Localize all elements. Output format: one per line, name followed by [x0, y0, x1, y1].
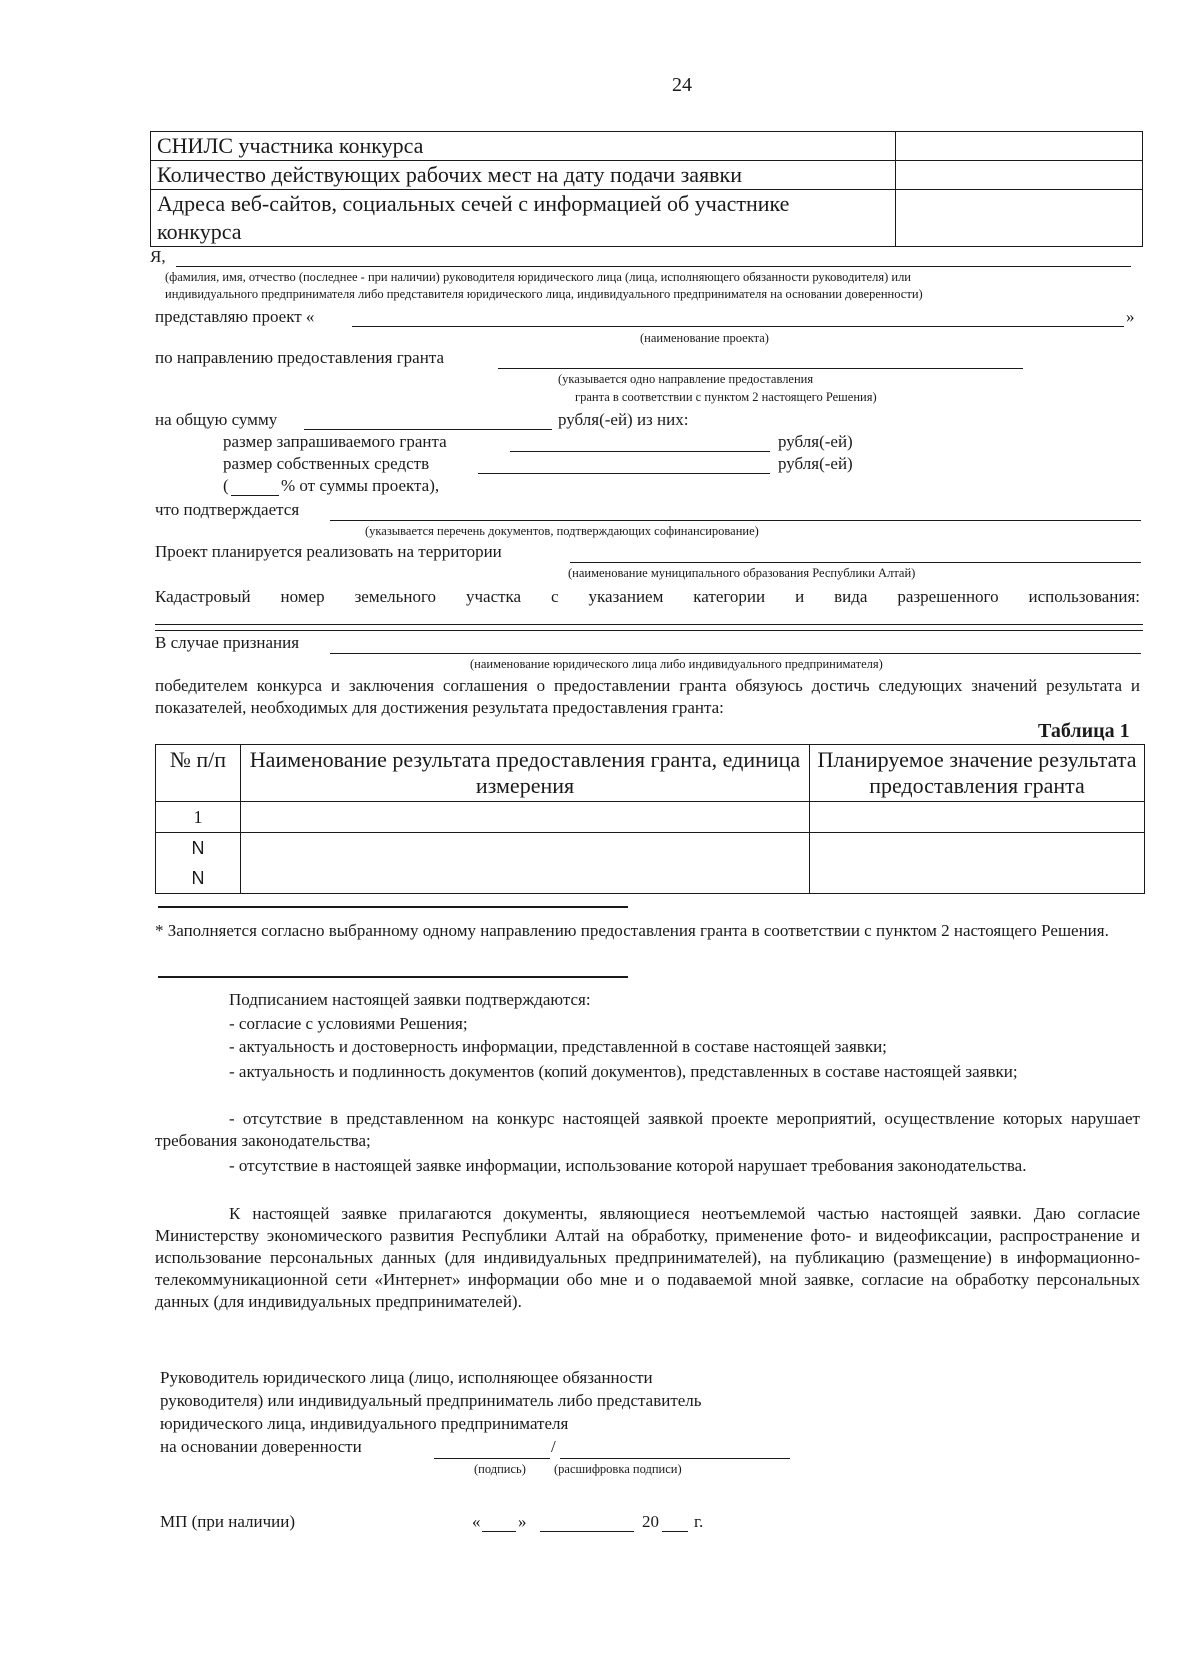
total-sum-label: на общую сумму: [155, 410, 278, 429]
own-funds-input-line[interactable]: [478, 473, 770, 474]
confirmation-item: - отсутствие в представленном на конкурс настоящей заявкой проекте мероприятий, осуществление которых нарушает требования законодательства;: [155, 1109, 1140, 1150]
signer-title-line: на основании доверенности: [160, 1437, 362, 1456]
project-label: представляю проект «: [155, 307, 315, 326]
date-close-quote: »: [518, 1512, 527, 1531]
header-number: № п/п: [156, 745, 241, 802]
row-number: 1: [156, 802, 241, 833]
signature-slash: /: [551, 1437, 556, 1456]
recognition-hint: (наименование юридического лица либо индивидуального предпринимателя): [470, 657, 883, 671]
own-funds-suffix: рубля(-ей): [778, 454, 853, 473]
footnote: * Заполняется согласно выбранному одному направлению предоставления гранта в соответствии с пунктом 2 настоящего Решения.: [155, 921, 1109, 940]
recognition-label: В случае признания: [155, 633, 300, 652]
confirmed-hint: (указывается перечень документов, подтверждающих софинансирование): [365, 524, 759, 538]
confirmation-item: - актуальность и достоверность информации, представленной в составе настоящей заявки;: [229, 1037, 887, 1056]
recognition-input-line[interactable]: [330, 653, 1141, 654]
header-planned-value: Планируемое значение результата предоставления гранта: [810, 745, 1145, 802]
table-row: [156, 802, 1145, 833]
signature-hint: (подпись): [474, 1462, 526, 1476]
stamp-label: МП (при наличии): [160, 1512, 296, 1531]
own-funds-label: размер собственных средств: [223, 454, 430, 473]
percent-open: (: [223, 476, 229, 495]
signature-decode-hint: (расшифровка подписи): [554, 1462, 682, 1476]
info-value-cell[interactable]: [896, 132, 1143, 161]
date-year-input-line[interactable]: [662, 1531, 688, 1532]
confirmations-intro: Подписанием настоящей заявки подтверждаются:: [229, 990, 591, 1009]
total-sum-input-line[interactable]: [304, 429, 552, 430]
date-open-quote: «: [472, 1512, 481, 1531]
date-year-suffix: г.: [694, 1512, 704, 1531]
territory-label: Проект планируется реализовать на территории: [155, 542, 502, 561]
percent-text: % от суммы проекта),: [281, 476, 440, 495]
date-day-input-line[interactable]: [482, 1531, 516, 1532]
confirmation-item: - согласие с условиями Решения;: [229, 1014, 468, 1033]
cadastral-input-line[interactable]: [155, 624, 1143, 625]
direction-hint: (указывается одно направление предоставления: [558, 372, 814, 386]
grant-size-suffix: рубля(-ей): [778, 432, 853, 451]
header-result-name: Наименование результата предоставления гранта, единица измерения: [241, 745, 810, 802]
signature-input-line[interactable]: [434, 1458, 550, 1459]
planned-value-cell[interactable]: [810, 833, 1145, 894]
direction-hint: гранта в соответствии с пунктом 2 настоящего Решения): [575, 390, 877, 404]
info-label: Количество действующих рабочих мест на дату подачи заявки: [151, 161, 896, 190]
footnote-separator: [158, 906, 628, 908]
project-hint: (наименование проекта): [640, 331, 769, 345]
info-label: Адреса веб-сайтов, социальных сечей с информацией об участнике конкурса: [151, 190, 896, 247]
table-row: [151, 190, 1143, 247]
page-number: 24: [672, 74, 692, 96]
signer-title-line: Руководитель юридического лица (лицо, исполняющее обязанности: [160, 1368, 653, 1387]
total-sum-suffix: рубля(-ей) из них:: [558, 410, 689, 429]
results-table: [155, 744, 1145, 894]
direction-label: по направлению предоставления гранта: [155, 348, 444, 367]
ya-label: Я,: [150, 247, 166, 266]
confirmation-item: - отсутствие в настоящей заявке информации, использование которой нарушает требования законодательства.: [229, 1156, 1027, 1175]
table-row: [151, 132, 1143, 161]
winner-paragraph: победителем конкурса и заключения соглашения о предоставлении гранта обязуюсь достичь следующих значений результата и показателей, необходимых для достижения результата предоставления гранта:: [155, 676, 1140, 717]
info-value-cell[interactable]: [896, 161, 1143, 190]
table-row: [151, 161, 1143, 190]
footnote-separator: [158, 976, 628, 978]
grant-size-label: размер запрашиваемого гранта: [223, 432, 447, 451]
row-number: N: [156, 833, 241, 864]
confirmed-input-line[interactable]: [330, 520, 1141, 521]
territory-input-line[interactable]: [570, 562, 1141, 563]
signer-title-line: руководителя) или индивидуальный предприниматель либо представитель: [160, 1391, 702, 1410]
percent-input-line[interactable]: [231, 495, 279, 496]
result-name-cell[interactable]: [241, 802, 810, 833]
info-label: СНИЛС участника конкурса: [151, 132, 896, 161]
direction-input-line[interactable]: [498, 368, 1023, 369]
project-close-quote: »: [1126, 307, 1135, 326]
table-caption: Таблица 1: [1038, 720, 1130, 742]
signature-decode-input-line[interactable]: [560, 1458, 790, 1459]
result-name-cell[interactable]: [241, 833, 810, 894]
date-month-input-line[interactable]: [540, 1531, 634, 1532]
signer-title-line: юридического лица, индивидуального предпринимателя: [160, 1414, 569, 1433]
confirmed-label: что подтверждается: [155, 500, 300, 519]
table-header-row: [156, 745, 1145, 802]
confirmation-item: - актуальность и подлинность документов (копий документов), представленных в составе настоящей заявки;: [229, 1062, 1018, 1081]
fio-input-line[interactable]: [176, 266, 1131, 267]
project-name-input-line[interactable]: [352, 326, 1124, 327]
participant-info-table: [150, 131, 1143, 247]
consent-paragraph: К настоящей заявке прилагаются документы, являющиеся неотъемлемой частью настоящей заявки. Даю согласие Министерству экономического развития Республики Алтай на обработку, применение фото- и видеофиксации, распространение и использование персональных данных (для индивидуальных предпринимателей), на публикацию (размещение) в информационно-телекоммуникационной сети «Интернет» информации обо мне и о подаваемой мной заявке, согласие на обработку персональных данных (для индивидуальных предпринимателей).: [155, 1204, 1140, 1311]
fio-hint: индивидуального предпринимателя либо представителя юридического лица, индивидуального предпринимателя на основании доверенности): [165, 287, 923, 301]
grant-size-input-line[interactable]: [510, 451, 770, 452]
cadastral-input-line[interactable]: [155, 630, 1143, 631]
territory-hint: (наименование муниципального образования Республики Алтай): [568, 566, 916, 580]
fio-hint: (фамилия, имя, отчество (последнее - при наличии) руководителя юридического лица (лица, исполняющего обязанности руководителя) или: [165, 270, 911, 284]
date-year-prefix: 20: [642, 1512, 659, 1531]
cadastral-label: Кадастровый номер земельного участка с указанием категории и вида разрешенного использования:: [155, 587, 1140, 606]
info-value-cell[interactable]: [896, 190, 1143, 247]
planned-value-cell[interactable]: [810, 802, 1145, 833]
row-number: N: [156, 863, 241, 894]
table-row: [156, 833, 1145, 864]
